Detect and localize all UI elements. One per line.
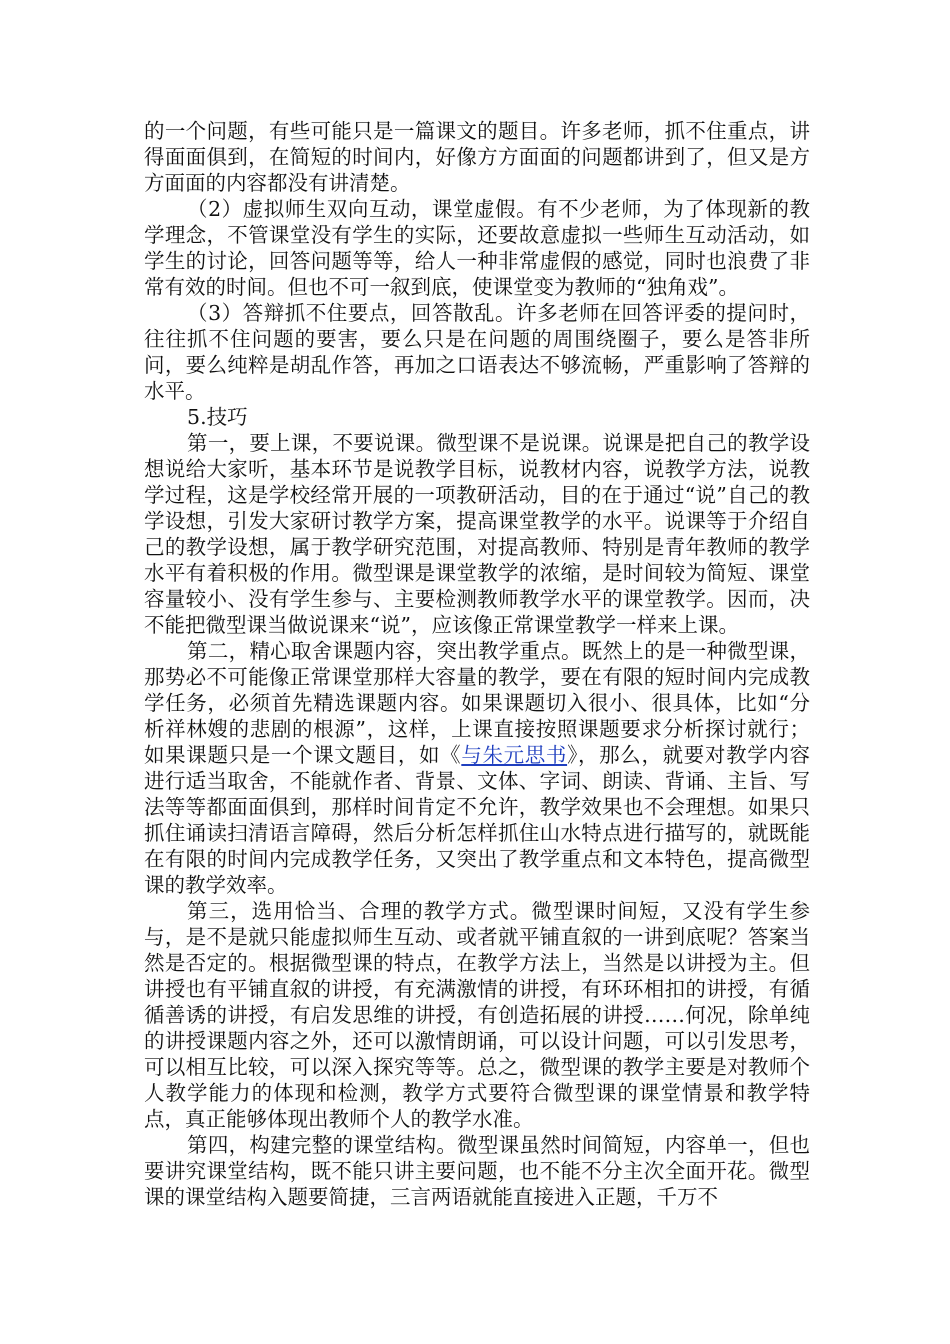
paragraph-point-2: （2）虚拟师生双向互动，课堂虚假。有不少老师，为了体现新的教学理念，不管课堂没有学生的实际，还要故意虚拟一些师生互动活动，如学生的讨论，回答问题等等，给人一种非常虚假的感觉，同时也浪费了非常有效的时间。但也不可一叙到底，使课堂变为教师的“独角戏”。 xyxy=(144,197,810,299)
paragraph-second-tip-text-a: 第二，精心取舍课题内容，突出教学重点。既然上的是一种微型课，那势必不可能像正常课堂那样大容量的教学，要在有限的短时间内完成教学任务，必须首先精选课题内容。如果课题切入很小、很具体，比如“分析祥林嫂的悲剧的根源”，这样，上课直接按照课题要求分析探讨就行；如果课题只是一个课文题目，如《 xyxy=(144,639,810,767)
article-title-link[interactable]: 与朱元思书 xyxy=(461,743,568,767)
paragraph-first-tip: 第一，要上课，不要说课。微型课不是说课。说课是把自己的教学设想说给大家听，基本环节是说教学目标，说教材内容，说教学方法，说教学过程，这是学校经常开展的一项教研活动，目的在于通过“说”自己的教学设想，引发大家研讨教学方案，提高课堂教学的水平。说课等于介绍自己的教学设想，属于教学研究范围，对提高教师、特别是青年教师的教学水平有着积极的作用。微型课是课堂教学的浓缩，是时间较为简短、课堂容量较小、没有学生参与、主要检测教师教学水平的课堂教学。因而，决不能把微型课当做说课来“说”，应该像正常课堂教学一样来上课。 xyxy=(144,431,810,637)
paragraph-second-tip-text-b: 》，那么，就要对教学内容进行适当取舍，不能就作者、背景、文体、字词、朗读、背诵、主旨、写法等等都面面俱到，那样时间肯定不允许，教学效果也不会理想。如果只抓住诵读扫清语言障碍，然后分析怎样抓住山水特点进行描写的，就既能在有限的时间内完成教学任务，又突出了教学重点和文本特色，提高微型课的教学效率。 xyxy=(144,743,811,897)
paragraph-fourth-tip: 第四，构建完整的课堂结构。微型课虽然时间简短，内容单一，但也要讲究课堂结构，既不能只讲主要问题，也不能不分主次全面开花。微型课的课堂结构入题要简捷，三言两语就能直接进入正题，千万不 xyxy=(144,1133,810,1209)
section-heading-skills: 5.技巧 xyxy=(187,405,248,429)
document-page xyxy=(144,118,810,1210)
paragraph-point-3: （3）答辩抓不住要点，回答散乱。许多老师在回答评委的提问时，往往抓不住问题的要害，要么只是在问题的周围绕圈子，要么是答非所问，要么纯粹是胡乱作答，再加之口语表达不够流畅，严重影响了答辩的水平。 xyxy=(144,301,810,403)
paragraph-second-tip xyxy=(144,638,810,898)
paragraph-third-tip: 第三，选用恰当、合理的教学方式。微型课时间短，又没有学生参与，是不是就只能虚拟师生互动、或者就平铺直叙的一讲到底呢？答案当然是否定的。根据微型课的特点，在教学方法上，当然是以讲授为主。但讲授也有平铺直叙的讲授，有充满激情的讲授，有环环相扣的讲授，有循循善诱的讲授，有启发思维的讲授，有创造拓展的讲授……何况，除单纯的讲授课题内容之外，还可以激情朗诵，可以设计问题，可以引发思考，可以相互比较，可以深入探究等等。总之，微型课的教学主要是对教师个人教学能力的体现和检测，教学方式要符合微型课的课堂情景和教学特点，真正能够体现出教师个人的教学水准。 xyxy=(144,899,810,1131)
paragraph-continuation: 的一个问题，有些可能只是一篇课文的题目。许多老师，抓不住重点，讲得面面俱到，在简短的时间内，好像方方面面的问题都讲到了，但又是方方面面的内容都没有讲清楚。 xyxy=(144,119,810,195)
